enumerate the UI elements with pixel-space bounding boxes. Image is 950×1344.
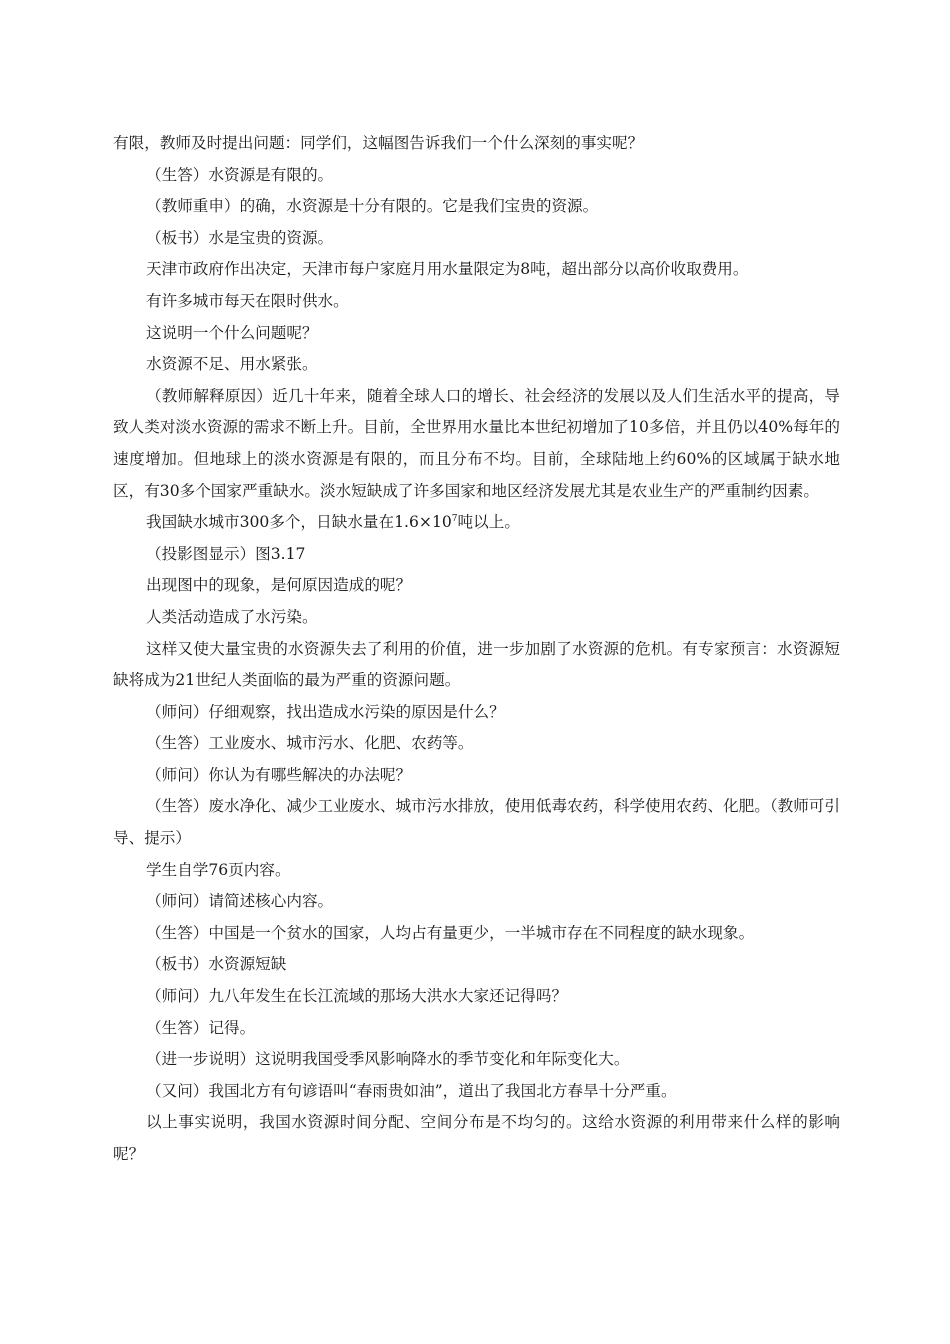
- paragraph: （师问）仔细观察，找出造成水污染的原因是什么？: [146, 702, 505, 721]
- paragraph: （生答）水资源是有限的。: [146, 165, 334, 184]
- paragraph: 这说明一个什么问题呢？: [146, 323, 318, 342]
- paragraph: 这样又使大量宝贵的水资源失去了利用的价值，进一步加剧了水资源的危机。有专家预言：水资源短缺将成为21世纪人类面临的最为严重的资源问题。: [113, 639, 840, 690]
- paragraph: 天津市政府作出决定，天津市每户家庭月用水量限定为8吨，超出部分以高价收取费用。: [146, 260, 749, 279]
- paragraph: （师问）请简述核心内容。: [146, 892, 334, 911]
- paragraph: 有许多城市每天在限时供水。: [146, 291, 349, 310]
- paragraph: 出现图中的现象，是何原因造成的呢？: [146, 576, 412, 595]
- paragraph: 以上事实说明，我国水资源时间分配、空间分布是不均匀的。这给水资源的利用带来什么样的影响呢？: [113, 1113, 840, 1163]
- paragraph: （教师解释原因）近几十年来，随着全球人口的增长、社会经济的发展以及人们生活水平的提高，导致人类对淡水资源的需求不断上升。目前，全世界用水量比本世纪初增加了10多倍，并且仍以40%每年的速度增加。但地球上的淡水资源是有限的，而且分布不均。目前，全球陆地上约60%的区域属于缺水地区，有30多个国家严重缺水。淡水短缺成了许多国家和地区经济发展尤其是农业生产的严重制约因素。: [113, 386, 840, 500]
- paragraph: [113, 507, 840, 539]
- exponent: 7: [451, 514, 458, 525]
- paragraph: （生答）工业废水、城市污水、化肥、农药等。: [146, 734, 474, 753]
- paragraph: （又问）我国北方有句谚语叫“春雨贵如油”，道出了我国北方春旱十分严重。: [146, 1081, 677, 1100]
- paragraph: （投影图显示）图3.17: [146, 544, 306, 563]
- paragraph: （师问）你认为有哪些解决的办法呢？: [146, 765, 412, 784]
- paragraph: 人类活动造成了水污染。: [146, 607, 318, 626]
- paragraph: （生答）中国是一个贫水的国家，人均占有量更少，一半城市存在不同程度的缺水现象。: [146, 923, 755, 942]
- paragraph: （板书）水是宝贵的资源。: [146, 228, 334, 247]
- paragraph: （师问）九八年发生在长江流域的那场大洪水大家还记得吗？: [146, 987, 568, 1006]
- paragraph-text: 我国缺水城市300多个，日缺水量在1.6×10: [146, 513, 452, 532]
- paragraph: （生答）记得。: [146, 1018, 256, 1037]
- document-page: [113, 128, 840, 1171]
- paragraph-text: 吨以上。: [457, 513, 520, 532]
- paragraph: （进一步说明）这说明我国受季风影响降水的季节变化和年际变化大。: [146, 1050, 630, 1069]
- paragraph: 水资源不足、用水紧张。: [146, 355, 318, 374]
- paragraph: （板书）水资源短缺: [146, 955, 287, 974]
- paragraph: （生答）废水净化、减少工业废水、城市污水排放，使用低毒农药，科学使用农药、化肥。（教师可引导、提示）: [113, 797, 840, 848]
- paragraph: 学生自学76页内容。: [146, 860, 291, 879]
- paragraph: 有限，教师及时提出问题：同学们，这幅图告诉我们一个什么深刻的事实呢？: [113, 134, 644, 152]
- paragraph: （教师重申）的确，水资源是十分有限的。它是我们宝贵的资源。: [146, 197, 599, 216]
